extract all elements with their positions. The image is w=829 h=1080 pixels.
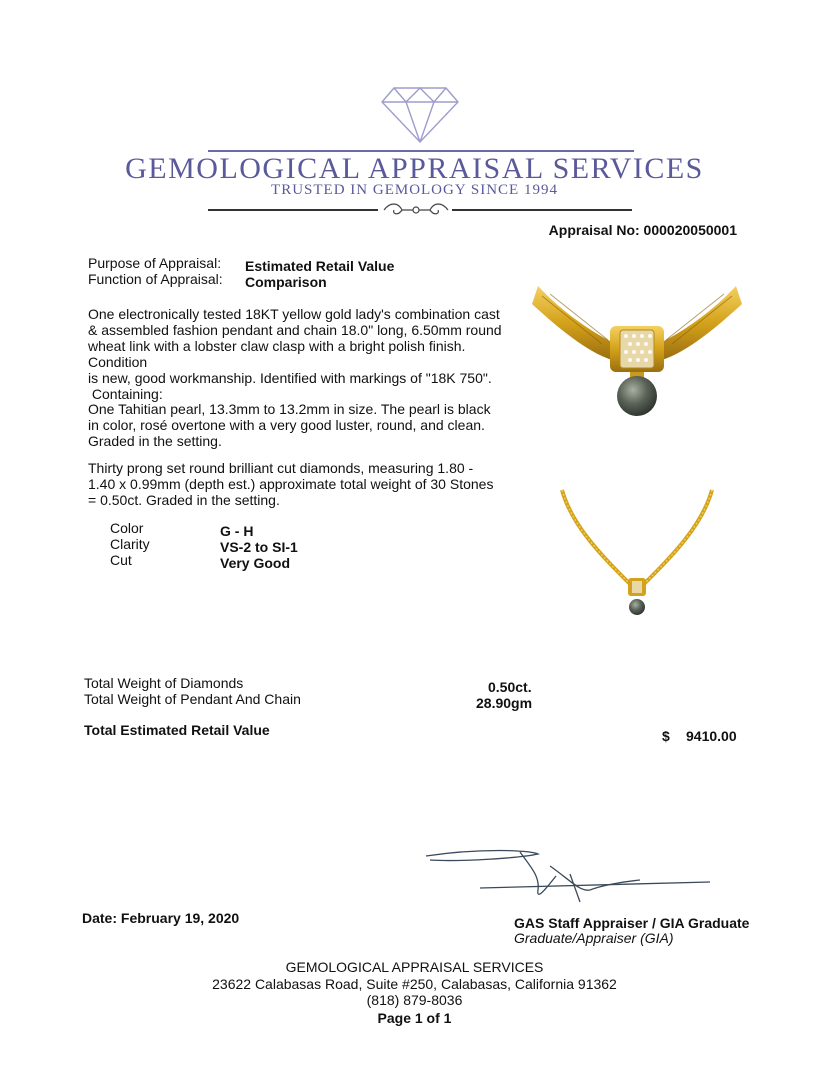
spec-value-clarity: VS-2 to SI-1 xyxy=(220,539,298,555)
description-line: & assembled fashion pendant and chain 18.0" long, 6.50mm round xyxy=(88,322,502,338)
pearl-line: in color, rosé overtone with a very good luster, round, and clean. xyxy=(88,417,485,433)
total-diamonds-value: 0.50ct. xyxy=(488,679,532,695)
header-rule-right xyxy=(452,209,632,211)
diamonds-line: 1.40 x 0.99mm (depth est.) approximate total weight of 30 Stones xyxy=(88,476,494,492)
description-line: Containing: xyxy=(88,386,163,402)
description-line: is new, good workmanship. Identified with markings of "18K 750". xyxy=(88,370,492,386)
footer-address: 23622 Calabasas Road, Suite #250, Calabasas, California 91362 xyxy=(212,976,617,992)
spec-value-color: G - H xyxy=(220,523,254,539)
header-rule-left xyxy=(208,209,378,211)
total-pendant-value: 28.90gm xyxy=(476,695,533,711)
spec-value-cut: Very Good xyxy=(220,555,291,571)
footer-page-number: Page 1 of 1 xyxy=(377,1010,452,1026)
purpose-label: Purpose of Appraisal: xyxy=(88,255,222,271)
diamonds-line: = 0.50ct. Graded in the setting. xyxy=(88,492,280,508)
description-line: wheat link with a lobster claw clasp with a bright polish finish. Condition xyxy=(88,338,466,370)
appraisal-number: Appraisal No: 000020050001 xyxy=(548,222,737,238)
total-retail-value: 9410.00 xyxy=(686,728,737,744)
diamond-logo-icon xyxy=(380,86,460,144)
appraiser-subtitle: Graduate/Appraiser (GIA) xyxy=(514,930,674,946)
description-paragraph xyxy=(88,306,518,402)
pearl-line: Graded in the setting. xyxy=(88,433,222,449)
spec-label-cut: Cut xyxy=(110,552,132,568)
pearl-line: One Tahitian pearl, 13.3mm to 13.2mm in size. The pearl is black xyxy=(88,401,491,417)
total-retail-currency: $ xyxy=(662,728,670,744)
appraiser-signature-image xyxy=(420,846,720,906)
function-label: Function of Appraisal: xyxy=(88,271,223,287)
total-retail-label: Total Estimated Retail Value xyxy=(84,722,270,738)
pendant-closeup-photo xyxy=(532,282,742,422)
appraiser-title: GAS Staff Appraiser / GIA Graduate xyxy=(514,915,750,931)
scroll-ornament-icon xyxy=(380,200,452,220)
brand-subtitle: TRUSTED IN GEMOLOGY SINCE 1994 xyxy=(271,182,558,198)
footer-company: GEMOLOGICAL APPRAISAL SERVICES xyxy=(285,959,544,975)
purpose-value: Estimated Retail Value xyxy=(245,258,395,274)
diamonds-paragraph xyxy=(88,460,518,508)
diamonds-line: Thirty prong set round brilliant cut diamonds, measuring 1.80 - xyxy=(88,460,474,476)
total-diamonds-label: Total Weight of Diamonds xyxy=(84,675,244,691)
total-pendant-label: Total Weight of Pendant And Chain xyxy=(84,691,301,707)
pearl-paragraph xyxy=(88,401,518,449)
appraisal-date: Date: February 19, 2020 xyxy=(82,910,240,926)
necklace-full-photo xyxy=(552,486,722,636)
footer-phone: (818) 879-8036 xyxy=(366,992,463,1008)
brand-title: GEMOLOGICAL APPRAISAL SERVICES xyxy=(125,152,704,185)
description-line: One electronically tested 18KT yellow gold lady's combination cast xyxy=(88,306,500,322)
spec-label-color: Color xyxy=(110,520,144,536)
spec-label-clarity: Clarity xyxy=(110,536,150,552)
function-value: Comparison xyxy=(245,274,327,290)
